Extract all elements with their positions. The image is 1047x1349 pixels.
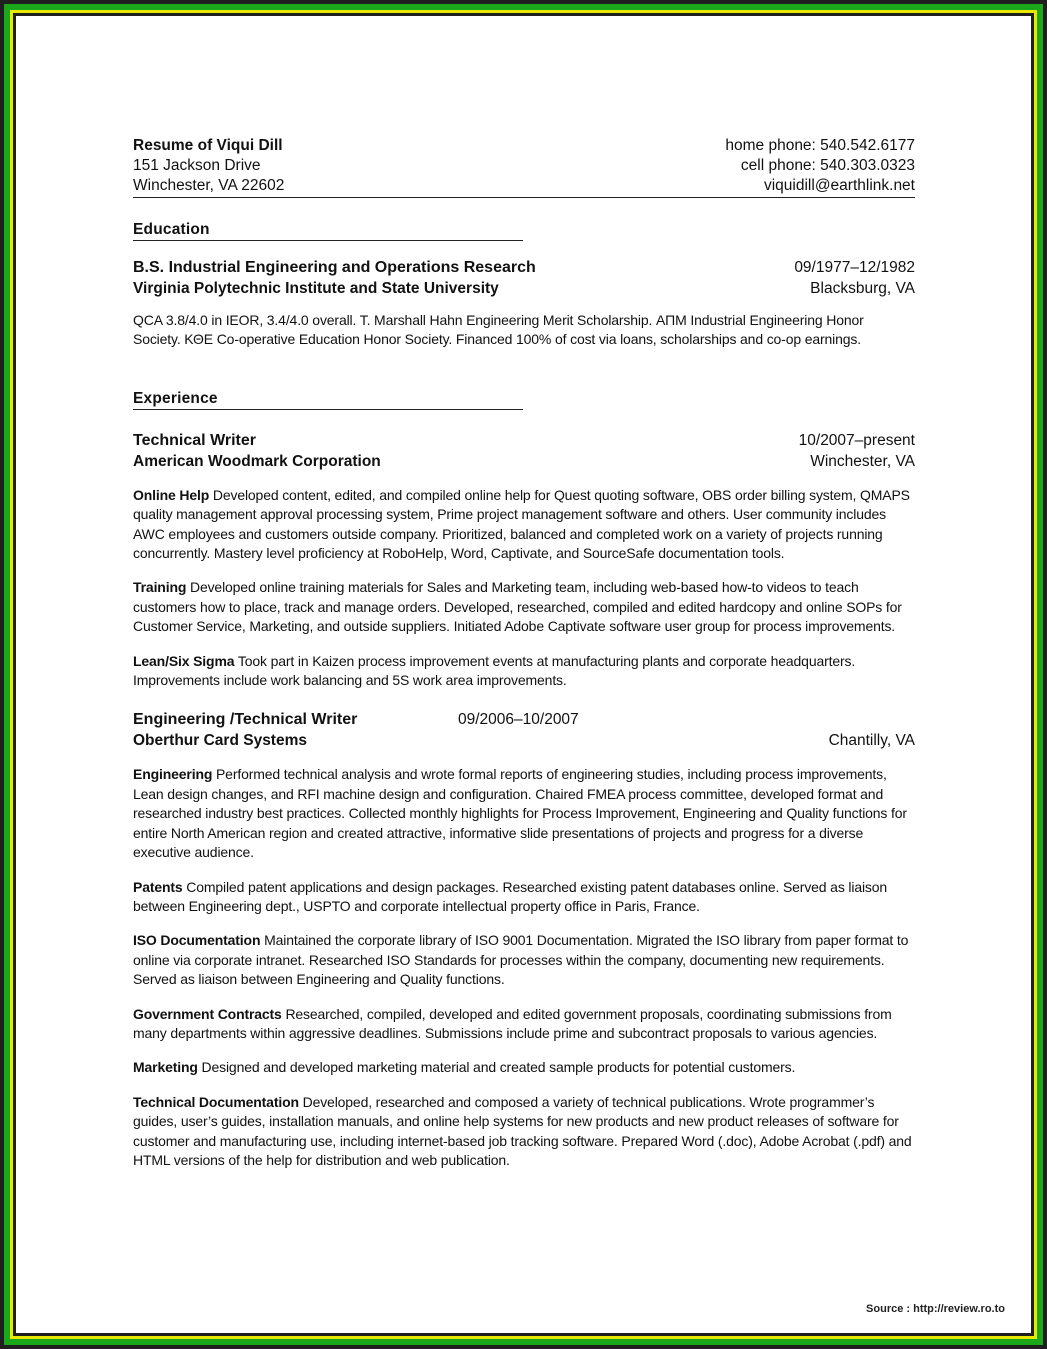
item-text: Designed and developed marketing material and created sample products for potential customers. [197, 1059, 796, 1076]
job-item [133, 578, 915, 636]
company: Oberthur Card Systems [133, 732, 307, 750]
education-details: QCA 3.8/4.0 in IEOR, 3.4/4.0 overall. T. Marshall Hahn Engineering Merit Scholarship. ΑΠΜ Industrial Engineering Honor Society. ΚΘΕ Co-operative Education Honor Society. Financed 100% of cost via loans, scholarships and co-op earnings. [133, 312, 864, 348]
address-line-1: 151 Jackson Drive [133, 157, 261, 174]
item-text: Performed technical analysis and wrote formal reports of engineering studies, including process improvements, Lean design changes, and RFI machine design and configuration. Chaired FMEA process committee, developed format and researched industry best practices. Collected monthly highlights for Process Improvement, Engineering and Quality functions for entire North American region and created attractive, informative slide presentations of projects and progress for a diverse executive audience. [133, 766, 907, 861]
job-item [133, 878, 915, 917]
item-label: Marketing [133, 1059, 198, 1076]
job-location: Chantilly, VA [828, 732, 915, 750]
item-text: Researched, compiled, developed and edited government proposals, coordinating submissions from many departments within aggressive deadlines. Submissions include prime and subcontract proposals to various agencies. [133, 1005, 892, 1041]
item-label: Online Help [133, 486, 210, 503]
job-dates: 10/2007–present [798, 431, 915, 449]
source-credit: Source : http://review.ro.to [866, 1303, 1005, 1315]
job-item [133, 765, 915, 862]
item-label: Technical Documentation [133, 1093, 299, 1110]
education-dates: 09/1977–12/1982 [794, 259, 915, 276]
item-label: Training [133, 579, 187, 596]
item-label: Lean/Six Sigma [133, 652, 235, 669]
job-title: Technical Writer [133, 431, 256, 449]
item-text: Developed content, edited, and compiled online help for Quest quoting software, OBS order billing system, QMAPS quality management approval processing system, Prime project management software and others. User community includes AWC employees and customers outside company. Prioritized, balanced and completed work on a variety of projects running concurrently. Mastery level proficiency at RoboHelp, Word, Captivate, and SourceSafe documentation tools. [133, 486, 910, 562]
school: Virginia Polytechnic Institute and State University [133, 280, 499, 297]
job-item [133, 1058, 915, 1077]
job-item [133, 1005, 915, 1044]
company: American Woodmark Corporation [133, 452, 381, 470]
job-entry-2 [133, 709, 915, 1170]
education-heading: Education [133, 221, 523, 241]
item-label: Government Contracts [133, 1005, 282, 1022]
email: viquidill@earthlink.net [763, 177, 915, 194]
job-title: Engineering /Technical Writer [133, 711, 358, 729]
address-line-2: Winchester, VA 22602 [133, 177, 285, 194]
job-entry-1 [133, 430, 915, 691]
job-location: Winchester, VA [810, 452, 915, 470]
job-dates: 09/2006–10/2007 [458, 711, 579, 729]
item-text: Took part in Kaizen process improvement events at manufacturing plants and corporate headquarters. Improvements include work balancing and 5S work area improvements. [133, 652, 856, 689]
item-text: Maintained the corporate library of ISO 9001 Documentation. Migrated the ISO library from paper format to online via corporate intranet. Researched ISO Standards for processes within the company, documenting new requirements. Served as liaison between Engineering and Quality functions. [133, 932, 909, 988]
item-text: Developed online training materials for Sales and Marketing team, including web-based how-to videos to teach customers how to place, track and manage orders. Developed, researched, compiled and edited hardcopy and online SOPs for Customer Service, Marketing, and outside suppliers. Initiated Adobe Captivate software user group for process improvements. [133, 579, 902, 635]
education-entry [133, 257, 915, 350]
item-label: Engineering [133, 766, 213, 783]
job-item [133, 1093, 915, 1171]
home-phone: home phone: 540.542.6177 [725, 137, 915, 154]
education-location: Blacksburg, VA [810, 280, 915, 297]
job-item [133, 931, 915, 989]
resume-name: Resume of Viqui Dill [133, 137, 283, 154]
job-item [133, 486, 915, 564]
experience-heading: Experience [133, 390, 523, 410]
cell-phone: cell phone: 540.303.0323 [740, 157, 915, 174]
item-text: Developed, researched and composed a variety of technical publications. Wrote programmer’s guides, user’s guides, installation manuals, and online help systems for new products and new product releases of software for customer and manufacturing use, including internet-based job tracking software. Prepared Word (.doc), Adobe Acrobat (.pdf) and HTML versions of the help for distribution and web publication. [133, 1093, 912, 1168]
item-text: Compiled patent applications and design packages. Researched existing patent databases online. Served as liaison between Engineering dept., USPTO and corporate intellectual property office in Paris, France. [133, 878, 888, 914]
item-label: ISO Documentation [133, 932, 261, 949]
job-item [133, 652, 915, 691]
degree: B.S. Industrial Engineering and Operations Research [133, 259, 536, 276]
resume-header [133, 136, 915, 198]
item-label: Patents [133, 878, 183, 895]
resume-document [133, 136, 915, 1170]
